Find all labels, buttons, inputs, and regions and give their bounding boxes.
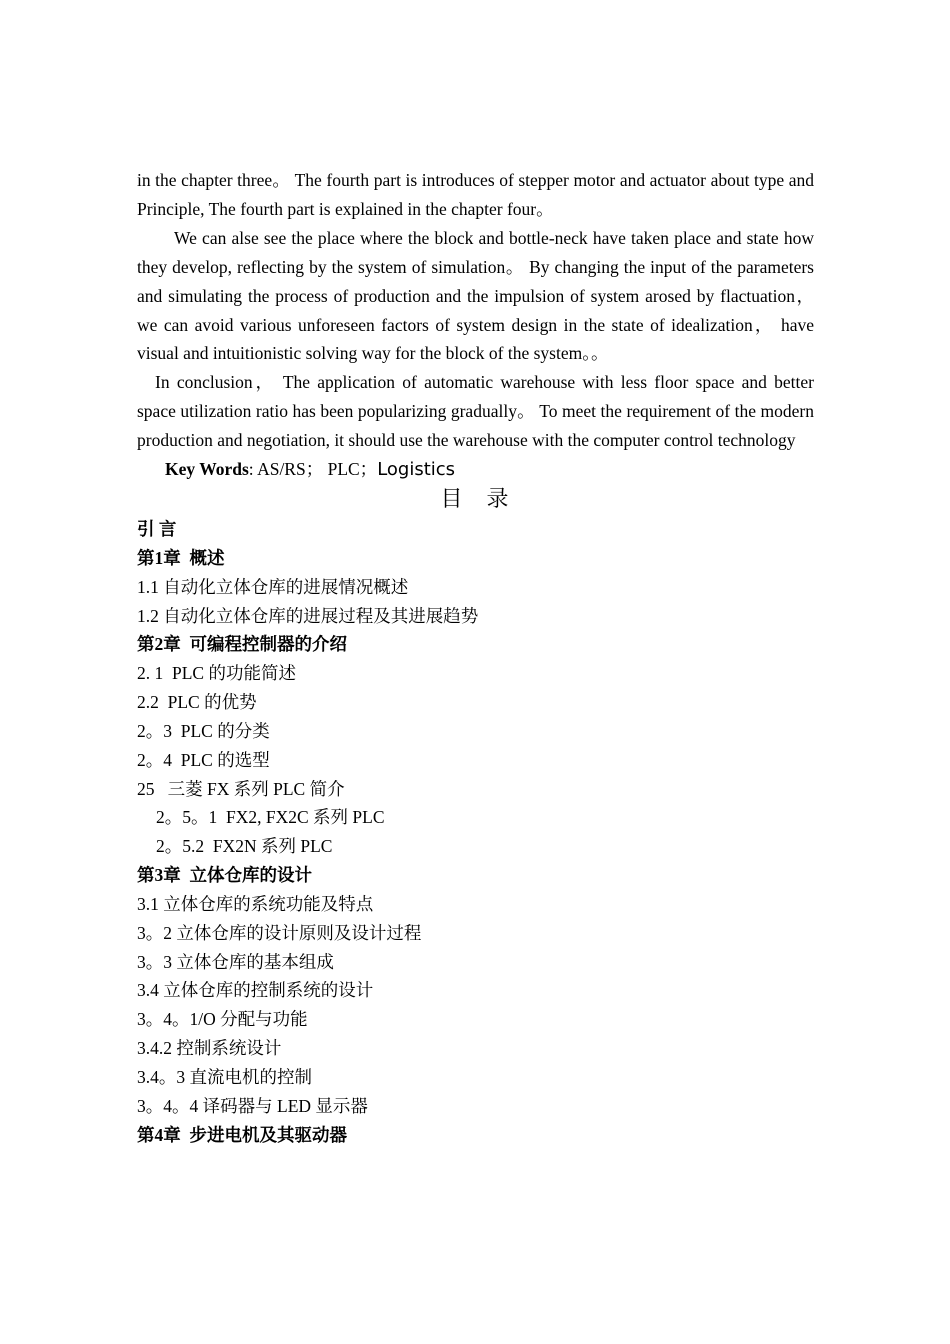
toc-entry[interactable]: 1.2 自动化立体仓库的进展过程及其进展趋势 xyxy=(137,605,479,626)
keywords-line xyxy=(137,455,814,485)
keywords-values: AS/RS； PLC； xyxy=(257,459,378,480)
keywords-label: Key Words xyxy=(165,459,249,480)
abstract-paragraph-2: We can alse see the place where the block and bottle-neck have taken place and state how they develop, reflecting by the system of simulation。 By changing the input of the parameters and simulating the process of production and the impulsion of system arosed by flactuation， we can avoid various unforeseen factors of system design in the state of idealization， have visual and intuitionistic solving way for the block of the system。。 xyxy=(137,227,814,364)
toc-title-char-1: 目 xyxy=(440,486,465,512)
keywords-separator: : xyxy=(248,459,258,480)
toc-entry[interactable]: 3。2 立体仓库的设计原则及设计过程 xyxy=(137,922,422,943)
toc-chapter-entry[interactable]: 第2章 可编程控制器的介绍 xyxy=(137,634,347,655)
toc-entry[interactable]: 2。3 PLC 的分类 xyxy=(137,720,270,741)
toc-entry[interactable]: 2.2 PLC 的优势 xyxy=(137,692,257,713)
toc-entry[interactable]: 2. 1 PLC 的功能简述 xyxy=(137,663,296,684)
toc-entry[interactable]: 25 三菱 FX 系列 PLC 简介 xyxy=(137,778,345,799)
toc-entry[interactable]: 3.4.2 控制系统设计 xyxy=(137,1038,282,1059)
toc-entry[interactable]: 1.1 自动化立体仓库的进展情况概述 xyxy=(137,576,409,597)
toc-chapter-entry[interactable]: 引 言 xyxy=(137,518,177,539)
abstract-paragraph-1: in the chapter three。 The fourth part is introduces of stepper motor and actuator about type and Principle, The fourth part is explained in the chapter four。 xyxy=(137,170,814,219)
abstract-paragraph-3: In conclusion， The application of automatic warehouse with less floor space and better space utilization ratio has been popularizing gradually。 To meet the requirement of the modern production and negotiation, it should use the warehouse with the computer control technology xyxy=(137,372,814,451)
document-page xyxy=(137,166,814,1150)
toc-chapter-entry[interactable]: 第1章 概述 xyxy=(137,547,225,568)
toc-entry[interactable]: 2。4 PLC 的选型 xyxy=(137,749,270,770)
toc-chapter-entry[interactable]: 第3章 立体仓库的设计 xyxy=(137,865,312,886)
toc-entry[interactable]: 3。4。4 译码器与 LED 显示器 xyxy=(137,1095,368,1116)
toc-entry[interactable]: 3。4。1/O 分配与功能 xyxy=(137,1009,308,1030)
toc-entry[interactable]: 3.4 立体仓库的控制系统的设计 xyxy=(137,980,374,1001)
toc-chapter-entry[interactable]: 第4章 步进电机及其驱动器 xyxy=(137,1124,347,1145)
toc-entry[interactable]: 2。5.2 FX2N 系列 PLC xyxy=(156,836,333,857)
toc-title xyxy=(137,485,814,515)
keywords-last: Logistics xyxy=(377,459,456,481)
toc-title-char-2: 录 xyxy=(486,486,511,512)
toc-entry[interactable]: 3。3 立体仓库的基本组成 xyxy=(137,951,334,972)
table-of-contents xyxy=(137,515,814,1150)
toc-entry[interactable]: 3.4。3 直流电机的控制 xyxy=(137,1067,312,1087)
toc-entry[interactable]: 2。5。1 FX2, FX2C 系列 PLC xyxy=(156,807,385,828)
toc-entry[interactable]: 3.1 立体仓库的系统功能及特点 xyxy=(137,893,374,914)
